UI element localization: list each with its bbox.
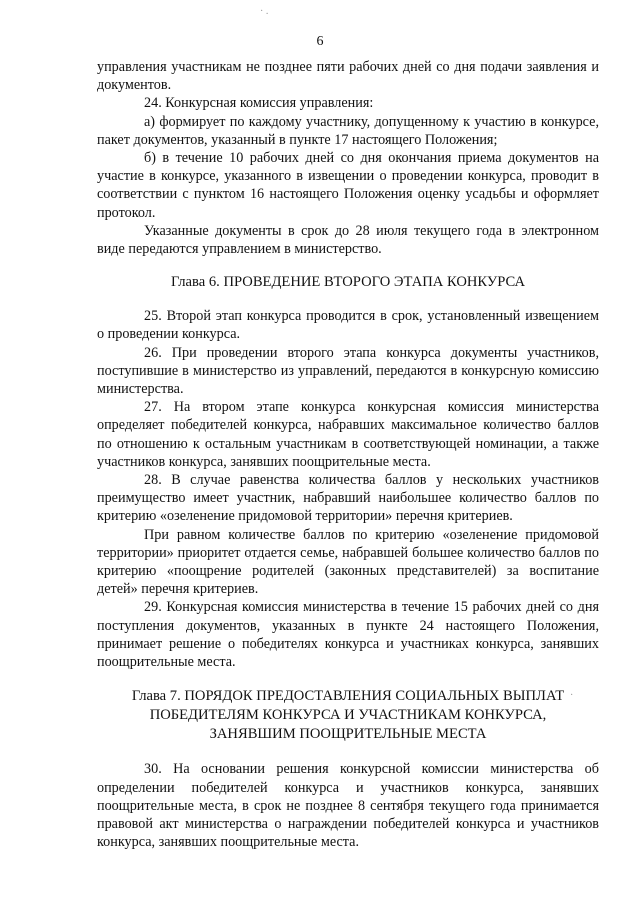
chapter-7-title — [97, 687, 599, 744]
paragraph: 28. В случае равенства количества баллов у нескольких участников преимущество имеет участник, набравший наибольшее количество баллов по критерию «озеленение придомовой территории» перечня критериев. — [97, 472, 599, 525]
page-number: 6 — [316, 34, 324, 49]
scan-speck: · — [570, 690, 574, 701]
paragraph: 29. Конкурсная комиссия министерства в течение 15 рабочих дней со дня поступления документов, указанных в пункте 24 настоящего Положения, принимает решение о победителях конкурса и участниках конкурса, занявших поощрительные места. — [97, 599, 599, 671]
paragraph: 30. На основании решения конкурсной комиссии министерства об определении победителей конкурса и участников конкурса, занявших поощрительные места, в срок не позднее 8 сентября текущего года принимается правовой акт министерства о награждении победителей конкурса и участников конкурса, занявших поощрительные места. — [97, 761, 599, 851]
paragraph: 25. Второй этап конкурса проводится в срок, установленный извещением о проведении конкурса. — [97, 308, 599, 343]
chapter-7-title-line: Глава 7. ПОРЯДОК ПРЕДОСТАВЛЕНИЯ СОЦИАЛЬНЫХ ВЫПЛАТ — [131, 688, 565, 705]
paragraph: б) в течение 10 рабочих дней со дня окончания приема документов на участие в конкурсе, указанного в извещении о проведении конкурса, проводит в соответствии с пунктом 16 настоящего Положения оценку усадьбы и оформляет протокол. — [97, 150, 599, 221]
paragraph: 24. Конкурсная комиссия управления: — [144, 95, 374, 112]
chapter-6-title: Глава 6. ПРОВЕДЕНИЕ ВТОРОГО ЭТАПА КОНКУРСА — [170, 274, 526, 291]
paragraph: Указанные документы в срок до 28 июля текущего года в электронном виде передаются управлением в министерство. — [97, 222, 599, 258]
scan-speck: · . — [260, 6, 269, 17]
paragraph: При равном количестве баллов по критерию «озеленение придомовой территории» приоритет отдается семье, набравшей большее количество баллов по критерию «поощрение родителей (законных представителей) за воспитание детей» перечня критериев. — [97, 526, 599, 598]
document-body — [97, 58, 599, 851]
chapter-7-title-line: ЗАНЯВШИМ ПООЩРИТЕЛЬНЫЕ МЕСТА — [209, 726, 487, 743]
chapter-7-title-line: ПОБЕДИТЕЛЯМ КОНКУРСА И УЧАСТНИКАМ КОНКУРСА, — [149, 707, 547, 724]
paragraph: 26. При проведении второго этапа конкурса документы участников, поступившие в министерство из управлений, передаются в конкурсную комиссию министерства. — [97, 344, 599, 398]
paragraph: а) формирует по каждому участнику, допущенному к участию в конкурсе, пакет документов, указанный в пункте 17 настоящего Положения; — [97, 113, 599, 148]
paragraph: управления участникам не позднее пяти рабочих дней со дня подачи заявления и документов. — [97, 59, 599, 94]
paragraph: 27. На втором этапе конкурса конкурсная комиссия министерства определяет победителей конкурса, набравших максимальное количество баллов по отношению к остальным участникам в соответствующей номинации, а также участников конкурса, занявших поощрительные места. — [97, 399, 599, 470]
